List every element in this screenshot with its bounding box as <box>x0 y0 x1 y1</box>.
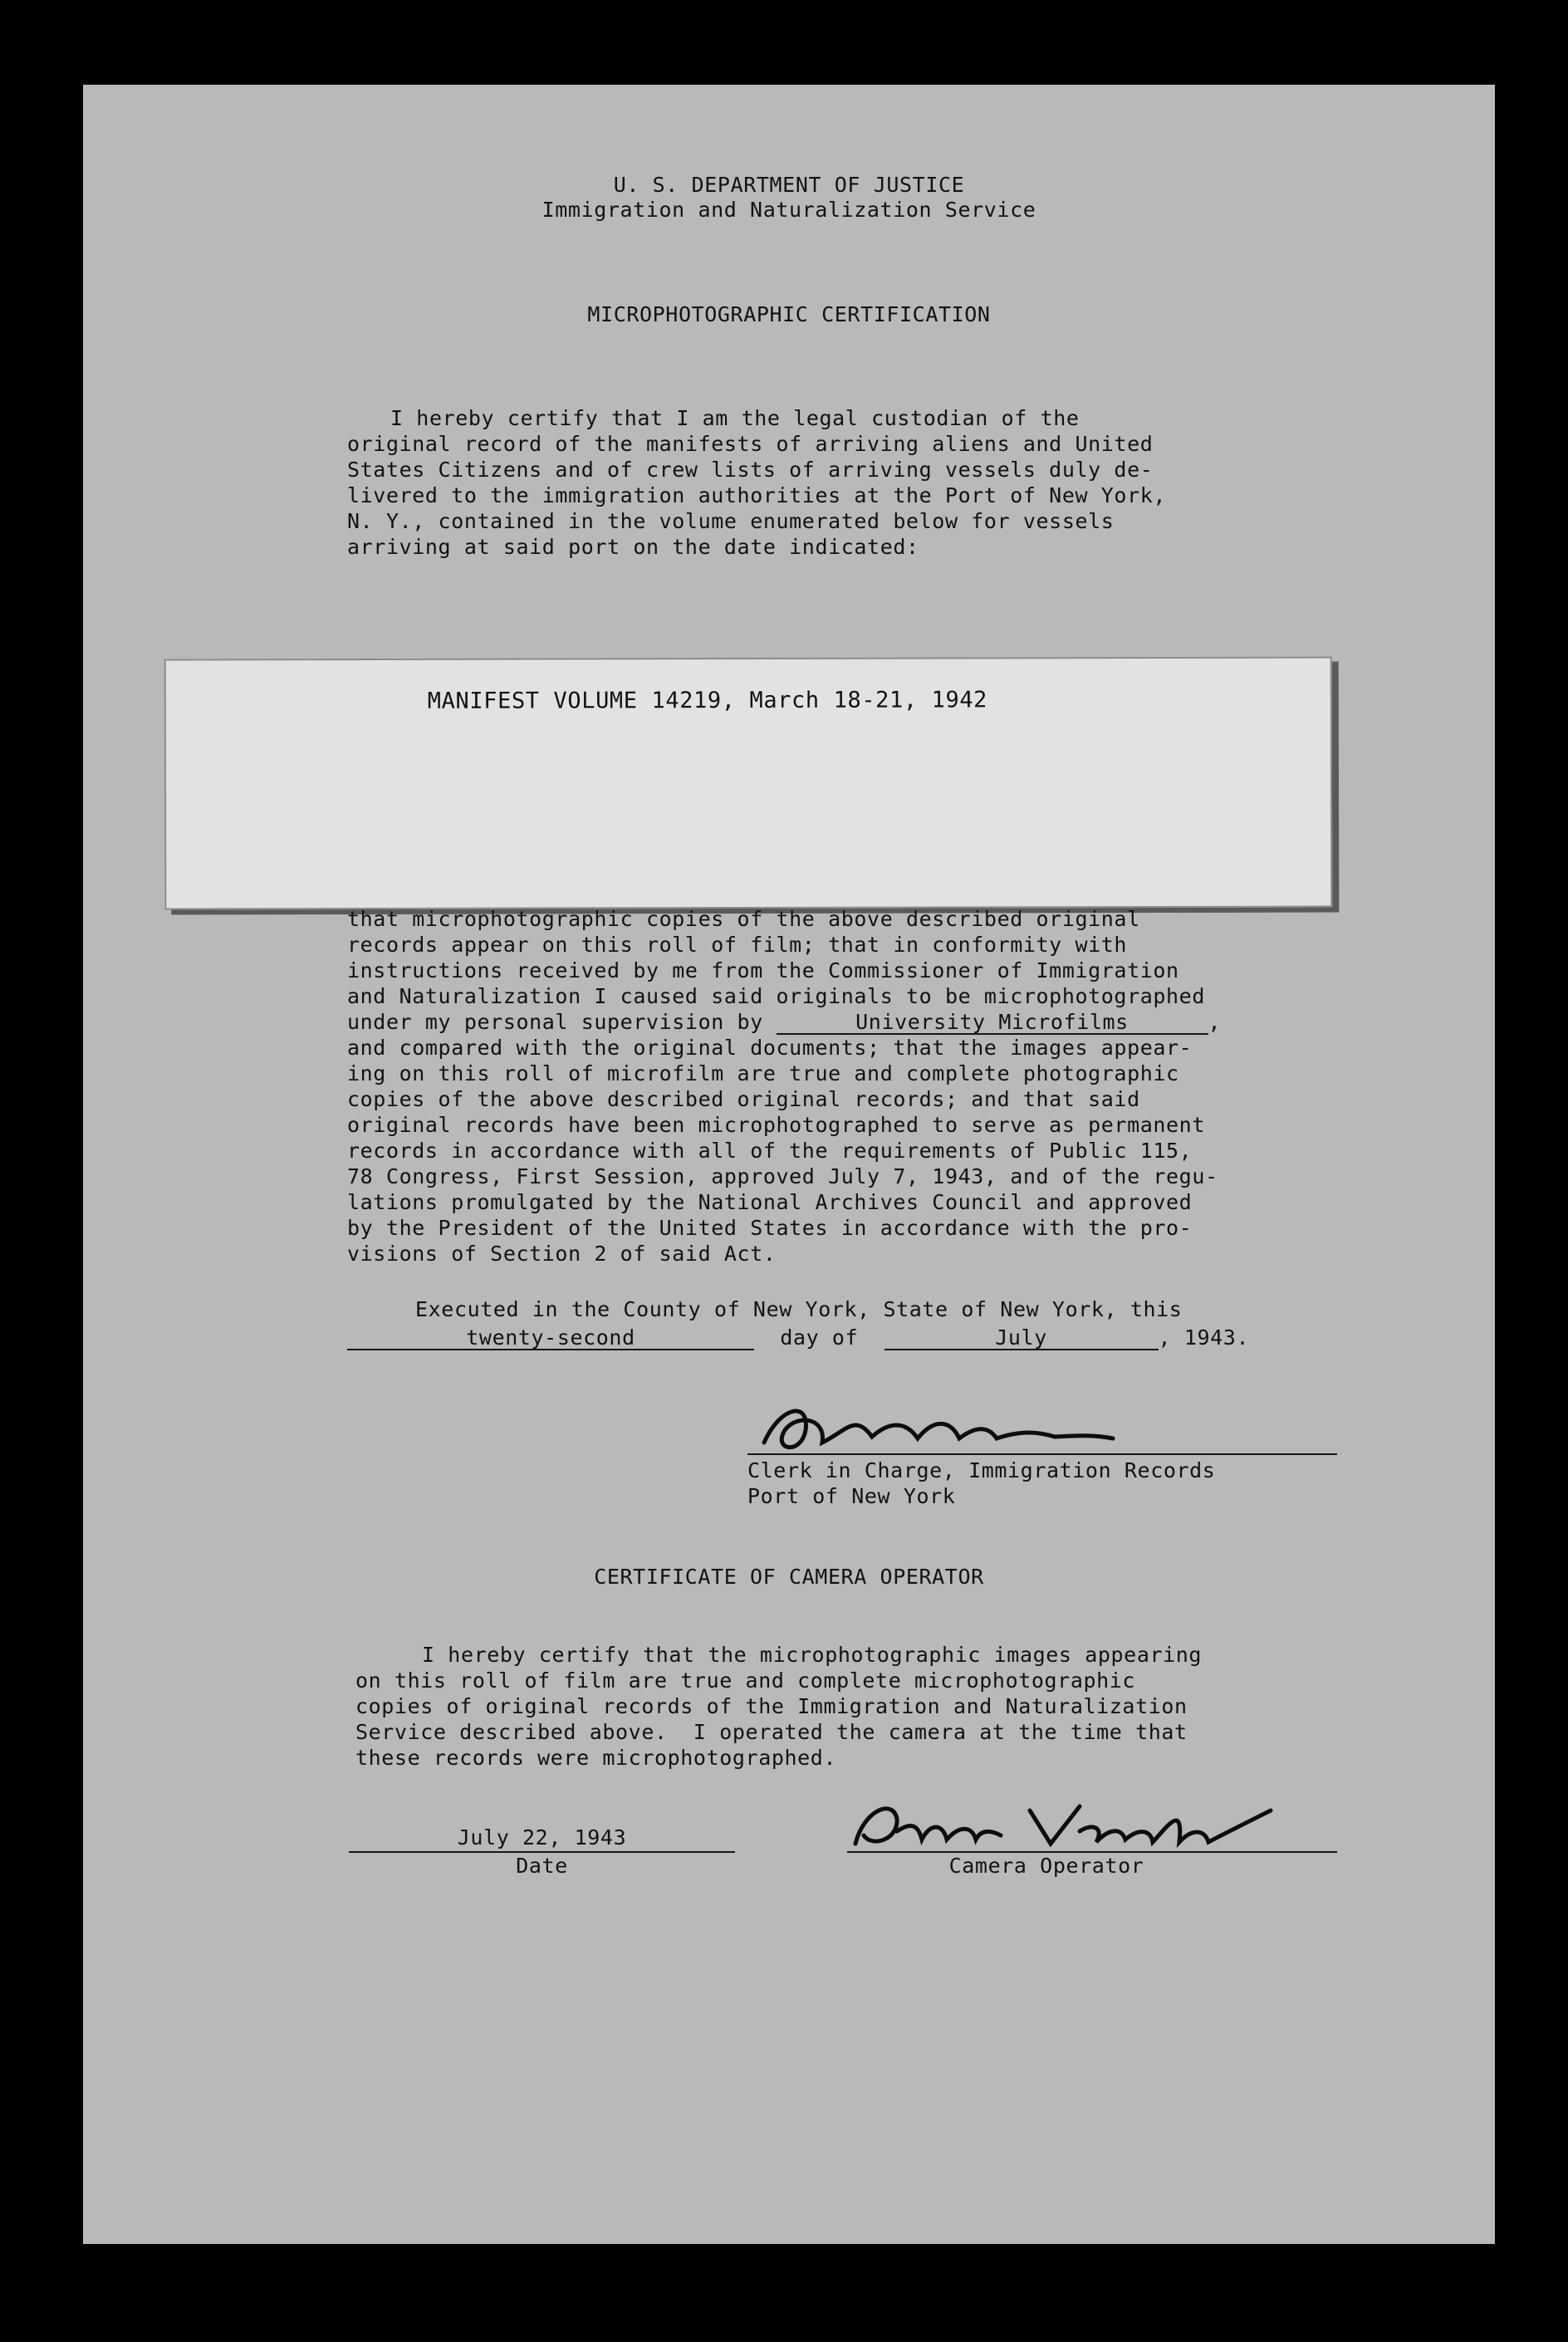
department-heading: U. S. DEPARTMENT OF JUSTICE <box>613 173 965 197</box>
clerk-port: Port of New York <box>747 1484 956 1508</box>
camera-date-label: Date <box>516 1854 568 1878</box>
body-line: and compared with the original documents; that the images appear- <box>347 1036 1193 1060</box>
camera-line: Service described above. I operated the camera at the time that <box>355 1720 1188 1744</box>
document-page <box>83 85 1495 2244</box>
clerk-title: Clerk in Charge, Immigration Records <box>747 1458 1216 1482</box>
company-field: University Microfilms <box>777 1010 1208 1035</box>
body-line: visions of Section 2 of said Act. <box>347 1242 777 1266</box>
body-line: instructions received by me from the Commissioner of Immigration <box>347 958 1179 982</box>
intro-line: livered to the immigration authorities at the Port of New York, <box>347 483 1167 507</box>
month-field: July <box>884 1325 1159 1350</box>
camera-operator-rule <box>847 1851 1337 1853</box>
manifest-label-strip <box>164 657 1333 910</box>
body-line: records appear on this roll of film; that in conformity with <box>347 933 1128 957</box>
body-line: records in accordance with all of the requirements of Public 115, <box>347 1139 1193 1163</box>
camera-operator-signature <box>839 1794 1304 1856</box>
body-line: by the President of the United States in accordance with the pro- <box>347 1216 1193 1240</box>
camera-operator-label: Camera Operator <box>948 1854 1144 1878</box>
body-line: ing on this roll of microfilm are true and complete photographic <box>347 1061 1179 1085</box>
camera-line: these records were microphotographed. <box>355 1746 837 1770</box>
camera-operator-title: CERTIFICATE OF CAMERA OPERATOR <box>594 1565 984 1589</box>
supervision-suffix: , <box>1208 1010 1222 1034</box>
day-of-label: day of <box>780 1325 859 1350</box>
intro-line: I hereby certify that I am the legal custodian of the <box>390 406 1080 430</box>
intro-line: arriving at said port on the date indicated: <box>347 535 919 559</box>
executed-line: Executed in the County of New York, State of New York, this <box>415 1297 1183 1321</box>
intro-line: States Citizens and of crew lists of arriving vessels duly de- <box>347 458 1154 482</box>
intro-line: N. Y., contained in the volume enumerated below for vessels <box>347 509 1115 533</box>
body-line: copies of the above described original records; and that said <box>347 1087 1140 1111</box>
day-field: twenty-second <box>347 1325 754 1350</box>
certification-title: MICROPHOTOGRAPHIC CERTIFICATION <box>587 302 991 326</box>
supervision-line <box>347 1010 1221 1035</box>
camera-date-value: July 22, 1943 <box>457 1825 627 1850</box>
execution-date-line <box>347 1325 1249 1350</box>
body-line: lations promulgated by the National Archives Council and approved <box>347 1190 1193 1214</box>
clerk-signature-line <box>747 1453 1337 1455</box>
body-line: and Naturalization I caused said originals to be microphotographed <box>347 984 1205 1008</box>
manifest-volume-label: MANIFEST VOLUME 14219, March 18-21, 1942 <box>427 687 988 714</box>
camera-date-rule <box>349 1851 735 1853</box>
camera-line: I hereby certify that the microphotographic images appearing <box>422 1643 1203 1667</box>
year-field: , 1943. <box>1158 1325 1250 1350</box>
camera-line: copies of original records of the Immigration and Naturalization <box>355 1694 1188 1718</box>
service-heading: Immigration and Naturalization Service <box>541 198 1036 222</box>
camera-line: on this roll of film are true and complete microphotographic <box>355 1668 1136 1693</box>
body-line: 78 Congress, First Session, approved July 7, 1943, and of the regu- <box>347 1164 1218 1188</box>
supervision-prefix: under my personal supervision by <box>347 1010 763 1034</box>
intro-line: original record of the manifests of arriving aliens and United <box>347 432 1154 456</box>
body-line: original records have been microphotographed to serve as permanent <box>347 1113 1205 1137</box>
body-line: that microphotographic copies of the above described original <box>347 907 1140 931</box>
